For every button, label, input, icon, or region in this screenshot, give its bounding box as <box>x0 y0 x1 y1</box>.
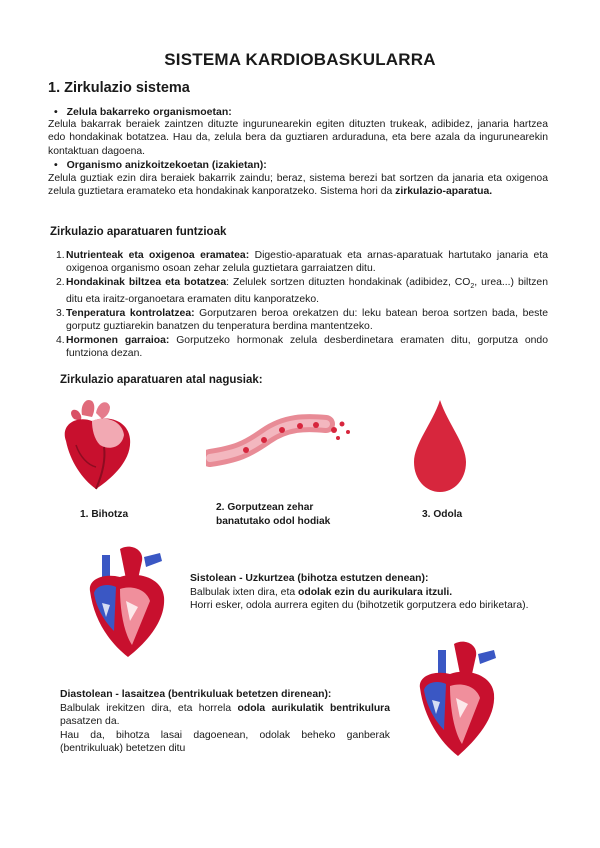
function-item <box>56 276 548 307</box>
blood-vessel-illustration <box>206 410 356 476</box>
systole-heading: Sistolean - Uzkurtzea (bihotza estutzen denean): <box>190 573 429 584</box>
diastole-text-end: pasatzen da. <box>60 716 120 728</box>
function-title: Hondakinak biltzea eta botatzea <box>66 276 227 288</box>
function-number: 1. <box>56 250 65 261</box>
multicellular-text: Zelula guztiak ezin dira beraiek bakarrik zaindu; beraz, sistema berezi bat sortzen da janaria eta oxigenoa zelula guztietara eramateko eta hondakinak kanporatzeko. Sistema hori da <box>48 173 548 198</box>
diastole-block <box>60 688 390 756</box>
function-item <box>56 334 548 361</box>
function-text: Digestio-aparatuak eta arnas-aparatuak hartutako janaria eta oxigenoa organismo osoan zehar zelula guztietara garraiatzen ditu. <box>66 250 548 275</box>
function-item <box>56 307 548 334</box>
function-title: Hormonen garraioa: <box>66 334 170 346</box>
function-title: Tenperatura kontrolatzea: <box>66 307 195 319</box>
function-text: Gorputzaren beroa orekatzen du: leku batean beroa sortzen bada, beste gorputz guztiarekin banatzen du tenperatura berdina mantentzeko. <box>66 307 548 333</box>
function-text: : Zelulek sortzen dituzten hondakinak (adibidez, CO <box>226 276 471 288</box>
co2-subscript: 2 <box>470 282 475 290</box>
diastole-line2: Hau da, bihotza lasai dagoenean, odolak beheko ganberak (bentrikuluak) betetzen ditu <box>60 729 390 755</box>
part-label-vessels: 2. Gorputzean zehar banatutako odol hodiak <box>216 502 331 527</box>
blood-drop-illustration <box>410 398 470 494</box>
diastole-text: Balbulak irekitzen dira, eta horrela <box>60 703 238 714</box>
part-label-blood: 3. Odola <box>422 509 463 520</box>
single-cell-paragraph: Zelula bakarrak beraiek zaintzen dituzte ingurunearekin egiten dituzten trukeak, adibidez, janaria hartzea edo hondakinak botatzea. Hau da, zelula bera da guztiaren arduraduna, eta bere azala da ingurunearekin kontaktuan dagoena. <box>48 119 548 157</box>
diastole-line1 <box>60 702 390 729</box>
bullet-multicellular-heading: Organismo anizkoitzekoetan (izakietan): <box>66 159 267 171</box>
heart-illustration <box>52 395 138 493</box>
multicellular-paragraph <box>48 172 548 199</box>
bullet-single-cell <box>54 106 232 118</box>
systole-block <box>190 572 530 613</box>
systole-text: Balbulak ixten dira, eta <box>190 587 299 598</box>
systole-emphasis: odolak ezin du aurikulara itzuli. <box>298 587 453 598</box>
circulatory-apparatus-term: zirkulazio-aparatua. <box>395 186 493 198</box>
bullet-multicellular <box>54 159 267 171</box>
diastole-heading: Diastolean - lasaitzea (bentrikuluak betetzen direnean): <box>60 689 332 700</box>
section-heading-circulatory-system: 1. Zirkulazio sistema <box>48 80 190 96</box>
diastole-heart-illustration <box>412 640 504 760</box>
functions-list <box>56 249 548 360</box>
function-text-cont: , urea...) biltzen ditu eta iraitz-organoetara eramaten ditu kanporatzeko. <box>66 276 548 306</box>
systole-heart-illustration <box>80 545 176 661</box>
bullet-dot-icon: • <box>54 106 58 118</box>
function-title: Nutrienteak eta oxigenoa eramatea: <box>66 250 250 261</box>
function-number: 3. <box>56 307 65 319</box>
functions-heading: Zirkulazio aparatuaren funtzioak <box>50 226 227 238</box>
page-title: SISTEMA KARDIOBASKULARRA <box>164 50 436 69</box>
function-number: 2. <box>56 276 65 288</box>
bullet-single-cell-heading: Zelula bakarreko organismoetan: <box>66 106 232 118</box>
function-text: Gorputzeko hormonak zelula desberdinetara eramaten ditu, gorputza ondo funtziona dezan. <box>66 334 548 359</box>
bullet-dot-icon: • <box>54 159 58 171</box>
systole-line2: Horri esker, odola aurrera egiten du (bihotzetik gorputzera edo biriketara). <box>190 600 529 612</box>
diastole-emphasis: odola aurikulatik bentrikulura <box>237 703 390 714</box>
part-label-heart: 1. Bihotza <box>80 509 129 520</box>
function-item <box>56 249 548 276</box>
parts-heading: Zirkulazio aparatuaren atal nagusiak: <box>60 374 263 386</box>
systole-line1 <box>190 586 530 599</box>
function-number: 4. <box>56 334 65 346</box>
